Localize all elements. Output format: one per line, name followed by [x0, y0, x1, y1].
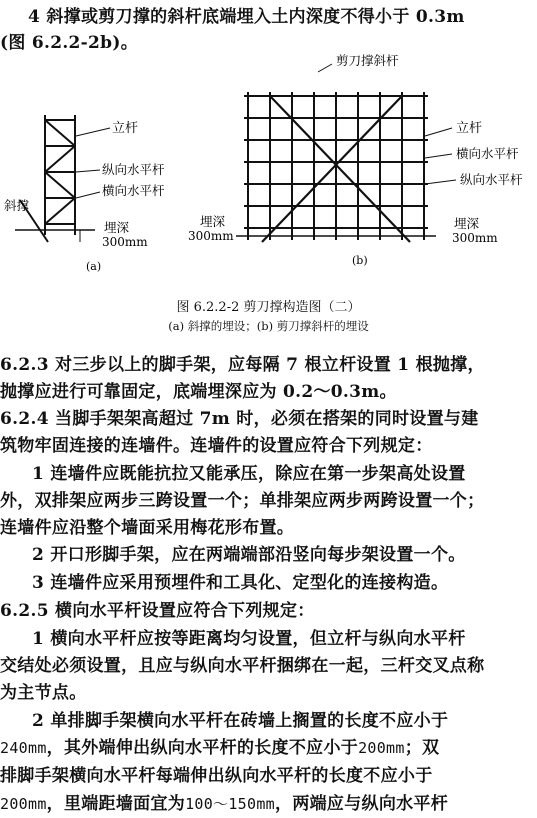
- fig-b-label-depth-right: 300mm: [452, 231, 498, 245]
- section-6-2-5-item2-line3: 排脚手架横向水平杆每端伸出纵向水平杆的长度不应小于: [0, 766, 433, 786]
- section-6-2-5-item2-line4: [0, 789, 537, 814]
- section-6-2-5-item1-line3: 为主节点。: [0, 683, 87, 703]
- value-240mm: 240mm: [0, 739, 47, 757]
- text-segment: ，其外端伸出纵向水平杆的长度不应小于: [46, 738, 359, 758]
- text-segment: ；双: [404, 738, 440, 758]
- fig-a-label-vertical-pole: 立杆: [112, 121, 139, 136]
- fig-a-leader-2: [76, 170, 100, 172]
- section-6-2-3-line1: 6.2.3 对三步以上的脚手架，应每隔 7 根立杆设置 1 根抛撑，: [0, 355, 485, 375]
- fig-b-label-embed-right: 埋深: [454, 216, 480, 231]
- section-6-2-4-item2: 2 开口形脚手架，应在两端端部沿竖向每步架设置一个。: [32, 545, 466, 565]
- fig-a-label-depth: 300mm: [102, 235, 148, 249]
- section-6-2-5-item2-line1: 2 单排脚手架横向水平杆在砖墙上搁置的长度不应小于: [32, 711, 449, 731]
- figure-b-scaffold: [236, 92, 436, 242]
- value-100-150mm: 100～150mm: [185, 795, 276, 813]
- fig-b-leader-3: [425, 154, 452, 158]
- section-6-2-4-item1-line2: 外，双排架应两步三跨设置一个；单排架应两步两跨设置一个；: [0, 491, 485, 511]
- section-6-2-5-item1-line2: 交结处必须设置，且应与纵向水平杆捆绑在一起，三杆交叉点称: [0, 656, 485, 676]
- figure-caption: 图 6.2.2-2 剪刀撑构造图（二）: [176, 300, 361, 315]
- fig-a-label-longitudinal: 纵向水平杆: [102, 162, 165, 177]
- section-6-2-3-line2: 抛撑应进行可靠固定，底端埋深应为 0.2～0.3m。: [0, 382, 397, 402]
- fig-a-sublabel: (a): [86, 260, 102, 273]
- section-6-2-5-item1-line1: 1 横向水平杆应按等距离均匀设置，但立杆与纵向水平杆: [32, 629, 466, 649]
- section-6-2-4-line2: 筑物牢固连接的连墙件。连墙件的设置应符合下列规定：: [0, 436, 433, 456]
- section-6-2-4-item1-line3: 连墙件应沿整个墙面采用梅花形布置。: [0, 518, 295, 538]
- text-segment: ，两端应与纵向水平杆: [275, 794, 449, 814]
- fig-b-sublabel: (b): [352, 254, 368, 267]
- fig-a-leader-3: [76, 192, 100, 198]
- section-6-2-5-line1: 6.2.5 横向水平杆设置应符合下列规定：: [0, 601, 315, 621]
- fig-b-label-scissor: 剪刀撑斜杆: [336, 53, 399, 68]
- section-6-2-4-item3: 3 连墙件应采用预埋件和工具化、定型化的连接构造。: [32, 573, 449, 593]
- section-6-2-5-item2-line2: [0, 733, 537, 758]
- fig-b-leader-1: [318, 64, 332, 72]
- fig-b-label-transverse: 横向水平杆: [456, 146, 519, 161]
- top-item-line1: 4 斜撑或剪刀撑的斜杆底端埋入土内深度不得小于 0.3m: [28, 7, 465, 27]
- top-item-line2: (图 6.2.2-2b)。: [0, 33, 138, 53]
- fig-a-leader-1: [76, 128, 110, 136]
- fig-b-label-embed-left: 埋深: [200, 214, 226, 229]
- fig-a-label-brace: 斜撑: [4, 198, 30, 213]
- fig-b-leader-2: [425, 128, 452, 136]
- fig-b-leader-4: [425, 180, 456, 184]
- fig-a-label-transverse: 横向水平杆: [102, 183, 165, 198]
- figure-subcaption: (a) 斜撑的埋设；(b) 剪刀撑斜杆的埋设: [168, 319, 369, 333]
- fig-b-label-depth-left: 300mm: [188, 229, 234, 243]
- fig-b-label-vertical-pole: 立杆: [456, 121, 483, 136]
- section-6-2-4-item1-line1: 1 连墙件应既能抗拉又能承压，除应在第一步架高处设置: [32, 464, 466, 484]
- fig-a-label-embed: 埋深: [104, 220, 130, 235]
- value-200mm: 200mm: [358, 739, 405, 757]
- text-segment: ，里端距墙面宜为: [46, 794, 186, 814]
- fig-b-label-longitudinal: 纵向水平杆: [460, 172, 523, 187]
- section-6-2-4-line1: 6.2.4 当脚手架架高超过 7m 时，必须在搭架的同时设置与建: [0, 409, 479, 429]
- value-200mm: 200mm: [0, 795, 47, 813]
